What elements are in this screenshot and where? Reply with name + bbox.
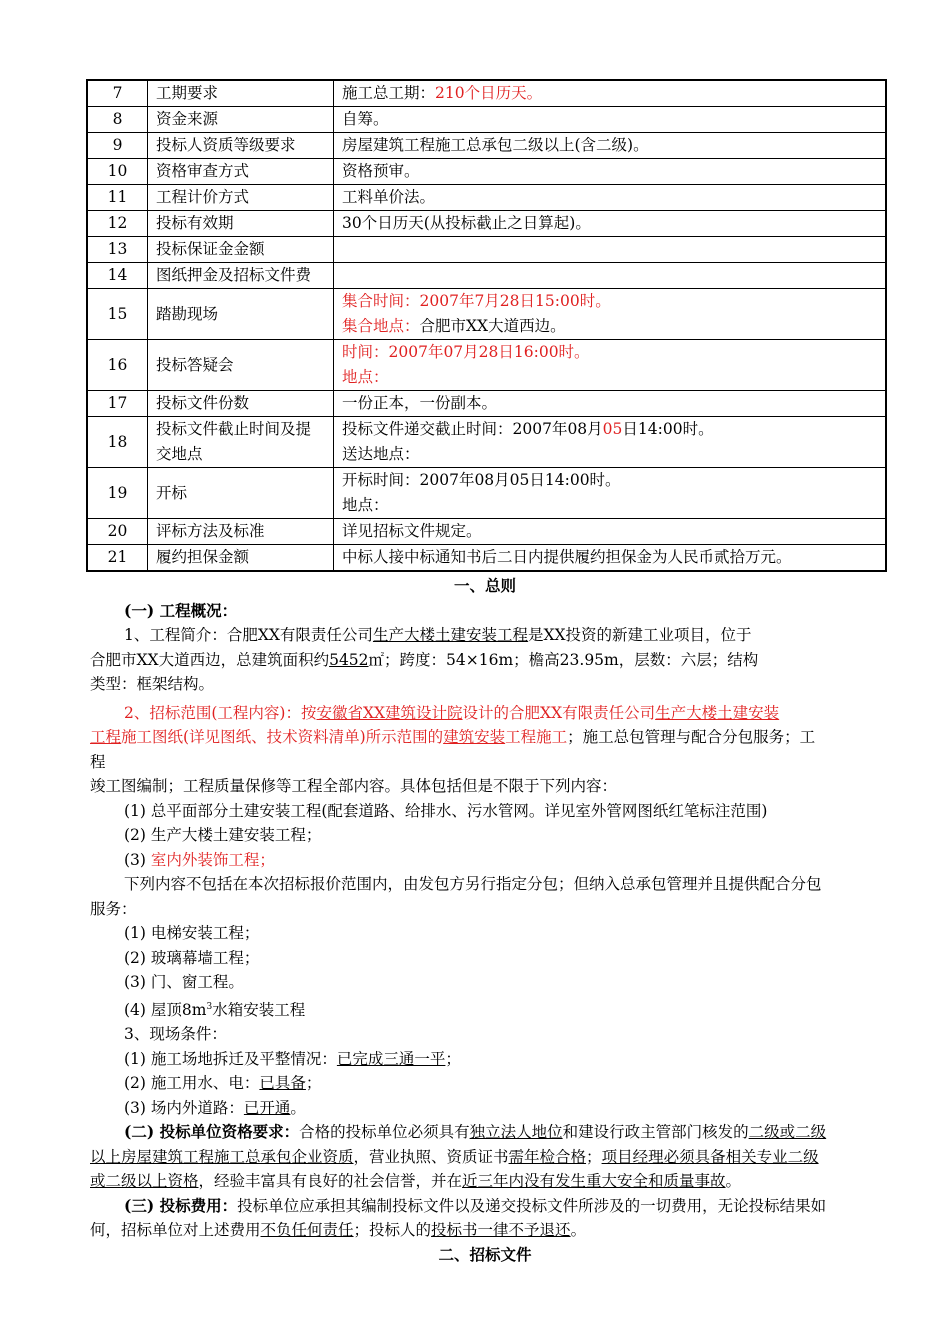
paragraph-qualification: (二) 投标单位资格要求：合格的投标单位必须具有独立法人地位和建设行政主管部门核发的二级或二级 — [124, 1122, 827, 1142]
row-number: 20 — [87, 519, 148, 545]
table-row — [87, 211, 886, 237]
row-content: 房屋建筑工程施工总承包二级以上(含二级)。 — [334, 133, 887, 159]
scope-item: (3) 室内外装饰工程； — [124, 850, 275, 869]
row-number: 14 — [87, 263, 148, 289]
row-item: 开标 — [148, 468, 334, 519]
scope-item: (2) 生产大楼土建安装工程； — [124, 826, 322, 844]
row-content: 一份正本，一份副本。 — [334, 391, 887, 417]
row-content: 工料单价法。 — [334, 185, 887, 211]
table-row — [87, 391, 886, 417]
site-conditions-title: 3、现场条件： — [124, 1025, 227, 1044]
row-item: 投标文件份数 — [148, 391, 334, 417]
row-content: 时间：2007年07月28日16:00时。 地点： — [334, 340, 887, 391]
table-row — [87, 289, 886, 340]
excluded-item: (2) 玻璃幕墙工程； — [124, 948, 260, 967]
row-content: 详见招标文件规定。 — [334, 519, 887, 545]
row-content: 中标人接中标通知书后二日内提供履约担保金为人民币贰拾万元。 — [334, 545, 887, 572]
row-content: 施工总工期：210个日历天。 — [334, 80, 887, 107]
section-title-tender-docs: 二、招标文件 — [438, 1244, 532, 1264]
table-row — [87, 159, 886, 185]
paragraph-project-intro: 1、工程简介：合肥XX有限责任公司生产大楼土建安装工程是XX投资的新建工业项目，位于 — [124, 626, 752, 644]
row-number: 19 — [87, 468, 148, 519]
table-row — [87, 185, 886, 211]
table-row — [87, 417, 886, 468]
table-row — [87, 237, 886, 263]
paragraph-excluded-cont: 服务： — [90, 899, 137, 918]
row-number: 16 — [87, 340, 148, 391]
row-number: 18 — [87, 417, 148, 468]
paragraph-excluded: 下列内容不包括在本次招标报价范围内，由发包方另行指定分包；但纳入总承包管理并且提供配合分包 — [124, 875, 822, 893]
row-content: 自筹。 — [334, 107, 887, 133]
paragraph-costs: (三) 投标费用：投标单位应承担其编制投标文件以及递交投标文件所涉及的一切费用，无论投标结果如 — [124, 1195, 827, 1215]
paragraph-scope-cont: 程 — [90, 752, 106, 771]
row-item: 投标保证金金额 — [148, 237, 334, 263]
paragraph-project-intro-cont: 类型：框架结构。 — [90, 675, 215, 693]
row-number: 9 — [87, 133, 148, 159]
row-item: 投标有效期 — [148, 211, 334, 237]
paragraph-scope: 2、招标范围(工程内容)：按安徽省XX建筑设计院设计的合肥XX有限责任公司生产大楼土建安装 — [124, 703, 780, 722]
row-item: 图纸押金及招标文件费 — [148, 263, 334, 289]
row-item: 投标答疑会 — [148, 340, 334, 391]
row-item: 投标人资质等级要求 — [148, 133, 334, 159]
row-number: 11 — [87, 185, 148, 211]
row-item: 工程计价方式 — [148, 185, 334, 211]
document-body — [90, 574, 880, 1267]
row-item: 投标文件截止时间及提 交地点 — [148, 417, 334, 468]
row-content: 开标时间：2007年08月05日14:00时。 地点： — [334, 468, 887, 519]
row-item: 履约担保金额 — [148, 545, 334, 572]
excluded-item: (4) 屋顶$8m^3$水箱安装工程 — [124, 1000, 306, 1019]
row-content: 30个日历天(从投标截止之日算起)。 — [334, 211, 887, 237]
row-content: 投标文件递交截止时间：2007年08月05日14:00时。 送达地点： — [334, 417, 887, 468]
table-row — [87, 263, 886, 289]
table-row — [87, 107, 886, 133]
paragraph-scope-cont: 竣工图编制；工程质量保修等工程全部内容。具体包括但是不限于下列内容： — [90, 777, 618, 795]
row-content: 资格预审。 — [334, 159, 887, 185]
subsection-heading-overview: (一) 工程概况： — [124, 600, 238, 620]
paragraph-qualification-cont: 以上房屋建筑工程施工总承包企业资质，营业执照、资质证书需年检合格；项目经理必须具备相关专业二级 — [90, 1147, 819, 1166]
paragraph-qualification-cont: 或二级以上资格，经验丰富具有良好的社会信誉，并在近三年内没有发生重大安全和质量事故。 — [90, 1172, 742, 1191]
row-item: 踏勘现场 — [148, 289, 334, 340]
row-item: 资格审查方式 — [148, 159, 334, 185]
paragraph-scope-cont: 工程施工图纸(详见图纸、技术资料清单)所示范围的建筑安装工程施工；施工总包管理与配合分包服务；工 — [90, 728, 816, 746]
table-row — [87, 519, 886, 545]
paragraph-project-intro-cont: 合肥市XX大道西边，总建筑面积约5452㎡；跨度：54×16m；檐高23.95m，层数：六层；结构 — [90, 650, 759, 669]
row-number: 21 — [87, 545, 148, 572]
row-content: 集合时间：2007年7月28日15:00时。 集合地点：合肥市XX大道西边。 — [334, 289, 887, 340]
row-number: 7 — [87, 80, 148, 107]
row-number: 17 — [87, 391, 148, 417]
scope-item: (1) 总平面部分土建安装工程(配套道路、给排水、污水管网。详见室外管网图纸红笔标注范围) — [124, 801, 768, 820]
row-number: 12 — [87, 211, 148, 237]
paragraph-costs-cont: 何，招标单位对上述费用不负任何责任；投标人的投标书一律不予退还。 — [90, 1221, 587, 1240]
row-item: 评标方法及标准 — [148, 519, 334, 545]
table-row — [87, 468, 886, 519]
row-number: 8 — [87, 107, 148, 133]
table-row — [87, 80, 886, 107]
site-item: (3) 场内外道路：已开通。 — [124, 1098, 306, 1117]
site-item: (1) 施工场地拆迁及平整情况：已完成三通一平； — [124, 1049, 461, 1068]
table-row — [87, 133, 886, 159]
site-item: (2) 施工用水、电：已具备； — [124, 1074, 322, 1093]
row-number: 10 — [87, 159, 148, 185]
row-item: 资金来源 — [148, 107, 334, 133]
section-title-general: 一、总则 — [453, 576, 516, 595]
row-content — [334, 237, 887, 263]
table-row — [87, 545, 886, 572]
excluded-item: (1) 电梯安装工程； — [124, 924, 260, 942]
row-content — [334, 263, 887, 289]
tender-info-table — [86, 79, 887, 572]
table-row — [87, 340, 886, 391]
row-number: 15 — [87, 289, 148, 340]
row-item: 工期要求 — [148, 80, 334, 107]
row-number: 13 — [87, 237, 148, 263]
excluded-item: (3) 门、窗工程。 — [124, 973, 244, 991]
